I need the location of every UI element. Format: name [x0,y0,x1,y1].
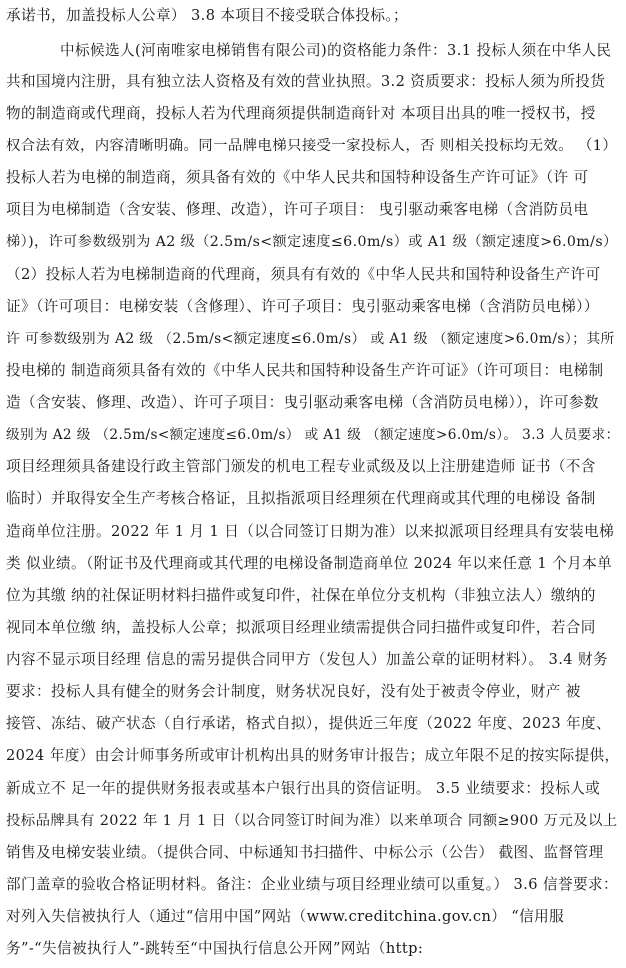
text-line: 项目为电梯制造（含安装、修理、改造），许可子项目： 曳引驱动乘客电梯（含消防员电 [6,201,589,218]
text-line: 中标候选人(河南唯家电梯销售有限公司)的资格能力条件：3.1 投标人须在中华人民 [60,42,612,59]
text-line: 权合法有效，内容清晰明确。同一品牌电梯只接受一家投标人，否 则相关投标均无效。 （1） [6,138,618,154]
text-line: 接管、冻结、破产状态（自行承诺，格式自拟），提供近三年度（2022 年度、2023 年度、 [6,715,612,732]
text-line: 项目经理须具备建设行政主管部门颁发的机电工程专业贰级及以上注册建造师 证书（不含 [6,458,596,475]
text-line: 类 似业绩。（附证书及代理商或其代理的电梯设备制造商单位 2024 年以来任意 1 个月本单 [6,555,613,572]
text-line: 务”-“失信被执行人”-跳转至“中国执行信息公开网”网站（http: [6,940,424,957]
text-line: 许 可参数级别为 A2 级 （2.5m/s<额定速度≤6.0m/s） 或 A1 级 （额定速度>6.0m/s）；其所 [6,331,615,347]
text-line: 内容不显示项目经理 信息的需另提供合同甲方（发包人）加盖公章的证明材料）。 3.4 财务 [6,651,608,668]
text-line: 视同本单位缴 纳，盖投标人公章；拟派项目经理业绩需提供合同扫描件或复印件，若合同 [6,619,596,636]
text-line: 部门盖章的验收合格证明材料。备注：企业业绩与项目经理业绩可以重复。） 3.6 信誉要求： [6,876,618,893]
text-line: 投标品牌具有 2022 年 1 月 1 日（以合同签订时间为准）以来单项合 同额≥900 万元及以上 [6,813,618,829]
text-line: 级别为 A2 级 （2.5m/s<额定速度≤6.0m/s） 或 A1 级 （额定速度>6.0m/s）。 3.3 人员要求： [6,427,620,443]
text-line: 2024 年度）由会计师事务所或审计机构出具的财务审计报告；成立年限不足的按实际提供， [6,747,620,764]
text-line: 承诺书，加盖投标人公章） 3.8 本项目不接受联合体投标。； [6,7,409,24]
text-line: 证》（许可项目：电梯安装（含修理）、许可子项目：曳引驱动乘客电梯（含消防员电梯）） [6,298,599,315]
text-line: 投标人若为电梯的制造商，须具备有效的《中华人民共和国特种设备生产许可证》（许 可 [6,169,589,186]
text-line: 要求：投标人具有健全的财务会计制度，财务状况良好，没有处于被责令停业，财产 被 [6,683,581,700]
text-line: 梯）)，许可参数级别为 A2 级（2.5m/s<额定速度≤6.0m/s）或 A1 级（额定速度>6.0m/s） [6,234,618,250]
text-line: 物的制造商或代理商，投标人若为代理商须提供制造商针对 本项目出具的唯一授权书，授 [6,105,596,122]
text-line: （2）投标人若为电梯制造商的代理商，须具有有效的《中华人民共和国特种设备生产许可 [6,266,601,283]
text-line: 新成立不 足一年的提供财务报表或基本户银行出具的资信证明。 3.5 业绩要求：投标人或 [6,780,601,797]
text-line: 共和国境内注册，具有独立法人资格及有效的营业执照。3.2 资质要求：投标人须为所投货 [6,73,606,90]
text-line: 造商单位注册。2022 年 1 月 1 日（以合同签订日期为准）以来拟派项目经理具有安装电梯 [6,523,615,540]
text-line: 对列入失信被执行人（通过“信用中国”网站（www.creditchina.gov.cn） “信用服 [6,908,565,925]
text-line: 销售及电梯安装业绩。（提供合同、中标通知书扫描件、中标公示（公告） 截图、监督管理 [6,844,604,861]
text-line: 临时）并取得安全生产考核合格证，且拟指派项目经理须在代理商或其代理的电梯设 备制 [6,490,596,507]
text-line: 位为其缴 纳的社保证明材料扫描件或复印件，社保在单位分支机构（非独立法人）缴纳的 [6,587,596,604]
text-line: 投电梯的 制造商须具备有效的《中华人民共和国特种设备生产许可证》（许可项目：电梯制 [6,362,604,379]
text-line: 造（含安装、修理、改造）、许可子项目：曳引驱动乘客电梯（含消防员电梯）），许可参数 [6,394,599,411]
